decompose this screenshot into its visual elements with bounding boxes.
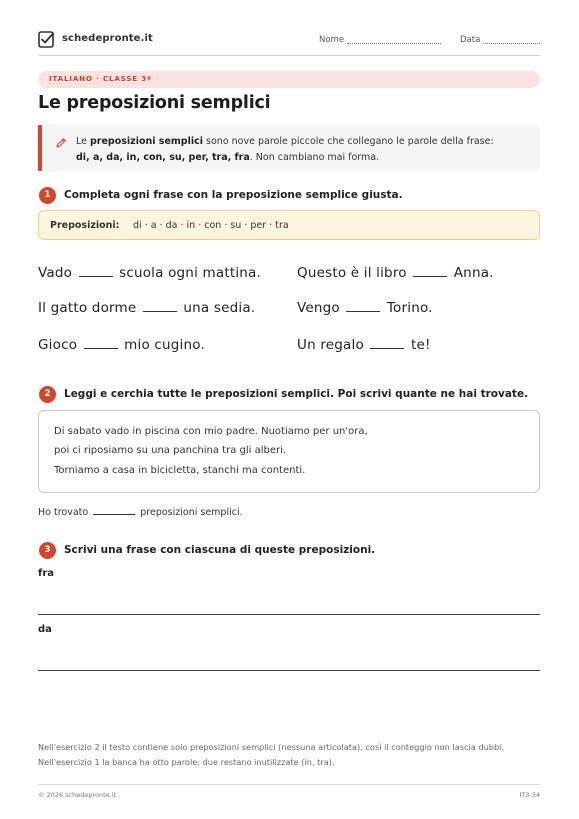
reading-line: Torniamo a casa in bicicletta, stanchi ma contenti. — [54, 465, 306, 476]
word-label-fra: fra — [38, 568, 55, 579]
sentence-5 — [38, 337, 205, 353]
count-line — [38, 507, 243, 518]
exercise-3-title: Scrivi una frase con ciascuna di queste preposizioni. — [64, 544, 376, 556]
answer-blank[interactable] — [84, 348, 118, 349]
page-header — [38, 30, 540, 56]
writing-line[interactable] — [38, 670, 540, 671]
sentence-text: Vengo — [297, 300, 340, 316]
sentence-1 — [38, 265, 261, 281]
page-footer — [38, 784, 540, 799]
sentence-3 — [38, 300, 255, 316]
writing-line[interactable] — [38, 614, 540, 615]
info-suffix: . Non cambiano mai forma. — [249, 152, 380, 163]
subject-tag-label: ITALIANO · CLASSE 3ª — [49, 75, 152, 83]
sentence-text: Vado — [38, 265, 73, 281]
info-box — [38, 125, 540, 171]
count-text: preposizioni semplici. — [140, 507, 243, 518]
word-bank-words: di · a · da · in · con · su · per · tra — [133, 220, 289, 231]
name-field[interactable] — [347, 43, 441, 44]
footer-copyright: © 2026 schedepronte.it — [38, 791, 117, 799]
exercise-2-number: 2 — [39, 386, 56, 403]
date-label: Data — [460, 35, 481, 45]
exercise-3-number: 3 — [39, 542, 56, 559]
word-label-da: da — [38, 624, 52, 635]
sentence-text: Questo è il libro — [297, 265, 407, 281]
reading-text-box — [38, 410, 540, 493]
page-title: Le preposizioni semplici — [38, 93, 271, 113]
answer-blank[interactable] — [370, 348, 404, 349]
checkbox-logo-icon — [38, 31, 55, 48]
sentence-text: una sedia. — [183, 300, 256, 316]
sentence-text: Un regalo — [297, 337, 364, 353]
footer-code: IT3-34 — [519, 791, 540, 799]
date-field[interactable] — [483, 43, 540, 44]
info-prefix: Le — [76, 136, 90, 147]
exercise-1-title: Completa ogni frase con la preposizione semplice giusta. — [64, 189, 403, 201]
info-rest: sono nove parole piccole che collegano le parole della frase: — [203, 136, 494, 147]
pencil-icon — [55, 137, 67, 149]
count-text: Ho trovato — [38, 507, 89, 518]
sentence-text: Gioco — [38, 337, 78, 353]
count-blank[interactable] — [93, 514, 135, 515]
teacher-note: Nell'esercizio 2 il testo contiene solo preposizioni semplici (nessuna articolata), così il conteggio non lascia dubbi. Nell'esercizio 1 la banca ha otto parole: due restano inutilizzate (in, tra). — [38, 742, 505, 767]
sentence-text: Il gatto dorme — [38, 300, 137, 316]
subject-tag — [38, 71, 540, 88]
sentence-text: scuola ogni mattina. — [119, 265, 261, 281]
info-bold-term: preposizioni semplici — [90, 136, 204, 147]
answer-blank[interactable] — [143, 311, 177, 312]
sentence-text: Anna. — [453, 265, 494, 281]
info-text — [76, 134, 536, 166]
sentence-2 — [297, 265, 494, 281]
sentence-6 — [297, 337, 431, 353]
sentence-4 — [297, 300, 433, 316]
answer-blank[interactable] — [79, 276, 113, 277]
sentence-text: mio cugino. — [124, 337, 205, 353]
reading-line: Di sabato vado in piscina con mio padre. Nuotiamo per un'ora, — [54, 426, 368, 437]
answer-blank[interactable] — [413, 276, 447, 277]
word-bank-label: Preposizioni: — [50, 220, 120, 231]
sentence-text: Torino. — [386, 300, 433, 316]
exercise-1-number: 1 — [39, 187, 56, 204]
answer-blank[interactable] — [346, 311, 380, 312]
reading-line: poi ci riposiamo su una panchina tra gli alberi. — [54, 445, 287, 456]
site-logo: schedepronte.it — [62, 33, 153, 44]
name-label: Nome — [319, 35, 345, 45]
sentence-text: te! — [410, 337, 431, 353]
info-list: di, a, da, in, con, su, per, tra, fra — [76, 152, 250, 163]
exercise-2-title: Leggi e cerchia tutte le preposizioni semplici. Poi scrivi quante ne hai trovate. — [64, 388, 529, 400]
word-bank — [38, 210, 540, 240]
